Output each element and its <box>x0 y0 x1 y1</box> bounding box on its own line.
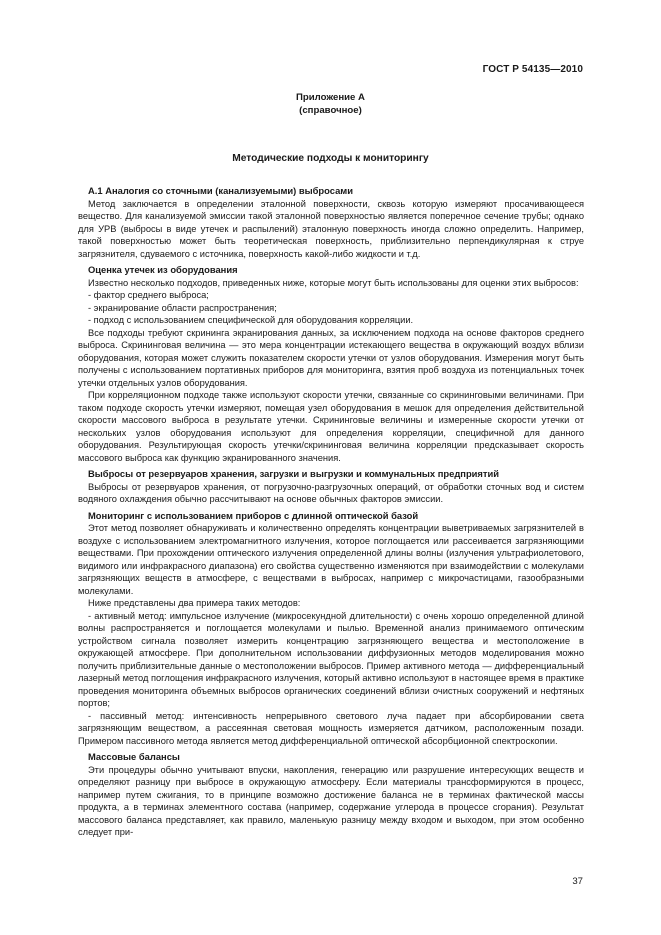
paragraph: Метод заключается в определении эталонной поверхности, сквозь которую измеряют просачивающееся вещество. Для канализуемой эмиссии такой эталонной поверхностью является поперечное сечение трубы; однако для УРВ (выбросы в виде утечек и распылений) эталонную поверхность иногда сложно определить. Например, такой поверхностью может быть теоретическая поверхность, приблизительно перпендикулярная к струе загрязнителя, сдуваемого с источника, поверхность какой-либо жидкости и т.д. <box>78 198 584 259</box>
paragraph: Все подходы требуют скрининга экранирования данных, за исключением подхода на основе факторов среднего выброса. Скрининговая величина — это мера концентрации истекающего вещества в окружающий воздух вблизи оборудования, которая может служить показателем скорости утечки от узлов оборудования. Измерения могут быть получены с использованием портативных приборов для мониторинга, взятия проб воздуха из потенциальных точек утечки отдельных узлов оборудования. <box>78 327 584 388</box>
paragraph: При корреляционном подходе также используют скорости утечки, связанные со скрининговыми величинами. При таком подходе скорость утечки измеряют, помещая узел оборудования в мешок для определения действительной скорости массового выброса в результате утечки. Скрининговые величины и измеренные скорости утечки от нескольких узлов оборудования используют для определения корреляции, специфичной для данного оборудования. Результирующая скорость утечки/скрининговая величина корреляции предсказывает скорость массового выброса как функцию экранированного значения. <box>78 390 584 463</box>
section-heading-a1: А.1 Аналогия со сточными (канализуемыми) выбросами <box>88 185 354 196</box>
page-number: 37 <box>572 876 583 887</box>
appendix-title: Приложение А <box>296 92 365 103</box>
section-heading-mass: Массовые балансы <box>88 751 180 762</box>
appendix-label <box>60 92 601 117</box>
page-title: Методические подходы к мониторингу <box>232 153 429 164</box>
paragraph: Этот метод позволяет обнаруживать и количественно определять концентрации выветриваемых загрязнителей в воздухе с использованием электромагнитного излучения, которое поглощается или рассеивается загрязняющими веществами. При прохождении оптического излучения определенной длины волны (излучения ультрафиолетового, видимого или инфракрасного диапазона) его свойства существенно изменяются при взаимодействии с молекулами загрязняющих веществ в атмосфере, с веществами в выбросах, например с микрочастицами, газообразными молекулами. <box>78 523 584 596</box>
section-heading-storage: Выбросы от резервуаров хранения, загрузки и выгрузки и коммунальных предприятий <box>88 468 500 479</box>
paragraph: - пассивный метод: интенсивность непрерывного светового луча падает при абсорбировании света загрязняющим веществом, а рассеянная световая мощность измеряется датчиком, расположенным позади. Примером пассивного метода является метод дифференциальной оптической абсорбционной спектроскопии. <box>78 710 584 746</box>
list-item: - экранирование области распространения; <box>88 302 277 313</box>
standard-number: ГОСТ Р 54135—2010 <box>482 64 583 75</box>
paragraph: Эти процедуры обычно учитывают впуски, накопления, генерацию или разрушение интересующих веществ и определяют разницу при выбросе в окружающую атмосферу. Если материалы трансформируются в процесс, например путем сжигания, то в принципе возможно достижение баланса не в терминах фактической массы продукта, а в терминах элементного состава (например, содержание углерода в процессе сгорания). Результат массового баланса представляет, как правило, маленькую разницу между входом и выходом, при этом особенно следует при- <box>78 764 584 837</box>
section-heading-optical: Мониторинг с использованием приборов с длинной оптической базой <box>88 509 419 521</box>
paragraph: - активный метод: импульсное излучение (микросекундной длительности) с очень хорошо определенной длиной волны распространяется и поглощается молекулами и пылью. Временной анализ принимаемого оптическим устройством сигнала позволяет измерить концентрацию загрязняющего вещества и местоположение в окружающей атмосфере. При дополнительном использовании диффузионных методов моделирования можно получить приблизительные данные о местоположении выбросов. Пример активного метода — дифференциальный лазерный метод поглощения инфракрасного излучения, который активно используют в настоящее время в практике проведения мониторинга объемных выбросов органических соединений вблизи очистных сооружений и нефтяных портов; <box>78 610 584 708</box>
paragraph: Выбросы от резервуаров хранения, от погрузочно-разгрузочных операций, от обработки сточных вод и систем водяного охлаждения обычно рассчитывают на основе обычных факторов эмиссии. <box>78 481 584 504</box>
section-heading-leaks: Оценка утечек из оборудования <box>88 264 238 275</box>
list-item: - фактор среднего выброса; <box>88 290 209 300</box>
paragraph: Ниже представлены два примера таких методов: <box>88 598 301 608</box>
document-body <box>78 185 584 839</box>
appendix-subtitle: (справочное) <box>299 104 362 116</box>
paragraph: Известно несколько подходов, приведенных ниже, которые могут быть использованы для оценки этих выбросов: <box>88 277 579 288</box>
list-item: - подход с использованием специфической для оборудования корреляции. <box>88 315 414 325</box>
